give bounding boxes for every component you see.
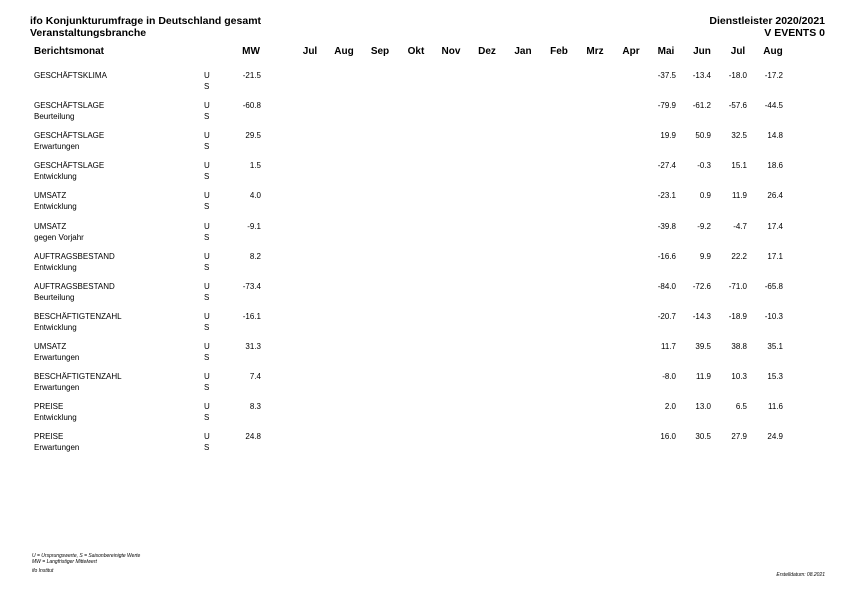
- table-row: [0, 282, 841, 312]
- row-u-marker: U: [204, 341, 210, 351]
- row-s-marker: S: [204, 142, 210, 152]
- column-header-13: Jul: [730, 46, 746, 57]
- cell-jul: 32.5: [731, 131, 747, 141]
- row-s-marker: S: [204, 202, 210, 212]
- row-u-marker: U: [204, 402, 210, 412]
- row-indicator: PREISE: [34, 402, 64, 412]
- cell-aug: -65.8: [764, 281, 783, 291]
- row-indicator: AUFTRAGSBESTAND: [34, 281, 115, 291]
- column-header-8: Feb: [550, 46, 568, 57]
- row-indicator: UMSATZ: [34, 221, 67, 231]
- column-header-0: MW: [242, 46, 260, 57]
- row-s-marker: S: [204, 262, 210, 272]
- cell-mai: -79.9: [657, 101, 676, 111]
- row-subindicator: Entwicklung: [34, 322, 77, 332]
- column-header-3: Sep: [370, 46, 390, 57]
- table-row: [0, 101, 841, 131]
- row-indicator: PREISE: [34, 432, 64, 442]
- cell-mai: -20.7: [657, 311, 676, 321]
- report-title: [30, 15, 261, 39]
- cell-jul: 10.3: [731, 372, 747, 381]
- cell-aug: -17.2: [764, 71, 783, 80]
- cell-mai: -37.5: [657, 71, 676, 80]
- table-row: [0, 432, 841, 462]
- column-header-5: Nov: [441, 46, 461, 57]
- cell-mw: -9.1: [247, 221, 261, 231]
- cell-jun: -9.2: [697, 221, 711, 231]
- column-header-9: Mrz: [586, 46, 604, 57]
- cell-jul: -71.0: [728, 281, 747, 291]
- cell-aug: 17.1: [767, 251, 783, 261]
- cell-jun: 11.9: [696, 372, 711, 381]
- footer-note-mw: MW = Langfristiger Mittelwert: [32, 559, 97, 565]
- cell-jun: -13.4: [692, 71, 711, 80]
- cell-mw: 24.8: [245, 432, 261, 442]
- row-s-marker: S: [204, 322, 210, 332]
- row-u-marker: U: [204, 251, 210, 261]
- cell-mai: -23.1: [657, 191, 676, 201]
- cell-aug: 17.4: [767, 221, 783, 231]
- footer-date: Erstelldatum: 08.2021: [776, 572, 825, 578]
- cell-mw: -21.5: [242, 71, 261, 80]
- cell-jul: -18.9: [728, 311, 747, 321]
- row-u-marker: U: [204, 131, 210, 141]
- cell-mw: 8.3: [249, 402, 261, 412]
- row-s-marker: S: [204, 112, 210, 122]
- column-header-11: Mai: [657, 46, 675, 57]
- cell-mai: 19.9: [660, 131, 676, 141]
- cell-aug: -10.3: [764, 311, 783, 321]
- row-subindicator: Erwartungen: [34, 383, 80, 392]
- row-indicator: BESCHÄFTIGTENZAHL: [34, 311, 122, 321]
- row-indicator: UMSATZ: [34, 341, 67, 351]
- row-s-marker: S: [204, 443, 210, 453]
- row-u-marker: U: [204, 71, 210, 80]
- footer-note-source: ifo Institut: [32, 568, 54, 574]
- table-row: [0, 252, 841, 282]
- cell-mai: 2.0: [664, 402, 676, 412]
- column-header-12: Jun: [693, 46, 711, 57]
- row-subindicator: Entwicklung: [34, 262, 77, 272]
- cell-jul: -57.6: [728, 101, 747, 111]
- cell-aug: 14.8: [767, 131, 783, 141]
- cell-mw: 7.4: [249, 372, 261, 381]
- row-s-marker: S: [204, 383, 210, 392]
- table-row: [0, 222, 841, 252]
- row-subindicator: Beurteilung: [34, 112, 75, 122]
- cell-aug: 24.9: [767, 432, 783, 442]
- cell-mw: 31.3: [245, 341, 261, 351]
- cell-jul: 6.5: [735, 402, 747, 412]
- cell-aug: -44.5: [764, 101, 783, 111]
- cell-mai: 11.7: [661, 341, 676, 351]
- cell-jun: -14.3: [692, 311, 711, 321]
- cell-jun: 0.9: [699, 191, 711, 201]
- cell-jul: 15.1: [731, 161, 747, 171]
- table-row: [0, 402, 841, 432]
- row-u-marker: U: [204, 281, 210, 291]
- report-title-line1: ifo Konjunkturumfrage in Deutschland gesamt: [30, 15, 262, 27]
- row-u-marker: U: [204, 311, 210, 321]
- cell-jul: 11.9: [732, 191, 747, 201]
- cell-mw: -60.8: [242, 101, 261, 111]
- cell-aug: 18.6: [767, 161, 783, 171]
- row-subindicator: Erwartungen: [34, 443, 80, 453]
- cell-jul: 27.9: [731, 432, 747, 442]
- table-row: [0, 161, 841, 191]
- cell-jun: 13.0: [695, 402, 711, 412]
- cell-mw: 8.2: [249, 251, 261, 261]
- row-indicator: GESCHÄFTSLAGE: [34, 101, 105, 111]
- row-u-marker: U: [204, 432, 210, 442]
- cell-mai: -16.6: [657, 251, 676, 261]
- table-row: [0, 71, 841, 101]
- report-title-line2: Veranstaltungsbranche: [30, 27, 147, 39]
- cell-jun: 39.5: [695, 341, 711, 351]
- row-indicator: GESCHÄFTSLAGE: [34, 161, 105, 171]
- cell-jun: -0.3: [697, 161, 711, 171]
- column-header-1: Jul: [302, 46, 318, 57]
- row-indicator: GESCHÄFTSLAGE: [34, 131, 105, 141]
- footer-note-us: U = Ursprungswerte, S = Saisonbereinigte Werte: [32, 553, 141, 559]
- report-code: [709, 15, 825, 39]
- cell-jul: -18.0: [728, 71, 747, 80]
- column-header-7: Jan: [514, 46, 532, 57]
- cell-mai: -27.4: [657, 161, 676, 171]
- cell-jul: -4.7: [733, 221, 747, 231]
- column-header-2: Aug: [334, 46, 354, 57]
- cell-jul: 22.2: [731, 251, 747, 261]
- column-header-6: Dez: [478, 46, 496, 57]
- column-header-4: Okt: [407, 46, 425, 57]
- cell-mw: -16.1: [242, 311, 261, 321]
- report-code-line1: Dienstleister 2020/2021: [709, 15, 825, 27]
- table-row: [0, 342, 841, 372]
- row-s-marker: S: [204, 352, 210, 362]
- column-header-berichtsmonat: Berichtsmonat: [34, 46, 105, 57]
- column-header-14: Aug: [763, 46, 783, 57]
- cell-jun: 30.5: [695, 432, 711, 442]
- row-u-marker: U: [204, 372, 210, 381]
- cell-mw: 29.5: [245, 131, 261, 141]
- cell-mai: 16.0: [660, 432, 676, 442]
- cell-jun: -61.2: [692, 101, 711, 111]
- row-subindicator: Entwicklung: [34, 413, 77, 423]
- row-subindicator: Entwicklung: [34, 172, 77, 182]
- row-indicator: BESCHÄFTIGTENZAHL: [34, 372, 122, 381]
- footer-notes: [32, 553, 140, 574]
- cell-mai: -8.0: [662, 372, 676, 381]
- cell-jun: 50.9: [695, 131, 711, 141]
- cell-mw: -73.4: [242, 281, 261, 291]
- row-s-marker: S: [204, 232, 210, 242]
- table-row: [0, 191, 841, 221]
- table-row: [0, 372, 841, 402]
- row-indicator: AUFTRAGSBESTAND: [34, 251, 115, 261]
- cell-mw: 4.0: [249, 191, 261, 201]
- row-subindicator: Beurteilung: [34, 292, 75, 302]
- row-subindicator: Erwartungen: [34, 352, 80, 362]
- table-row: [0, 131, 841, 161]
- cell-aug: 11.6: [768, 402, 783, 412]
- cell-jun: -72.6: [692, 281, 711, 291]
- row-subindicator: Erwartungen: [34, 142, 80, 152]
- cell-jun: 9.9: [699, 251, 711, 261]
- row-indicator: GESCHÄFTSKLIMA: [34, 71, 107, 80]
- row-u-marker: U: [204, 161, 210, 171]
- table-row: [0, 312, 841, 342]
- row-s-marker: S: [204, 82, 210, 91]
- row-s-marker: S: [204, 413, 210, 423]
- row-u-marker: U: [204, 191, 210, 201]
- report-code-line2: V EVENTS 0: [764, 27, 825, 39]
- row-subindicator: gegen Vorjahr: [34, 232, 84, 242]
- row-s-marker: S: [204, 172, 210, 182]
- cell-mw: 1.5: [249, 161, 261, 171]
- row-u-marker: U: [204, 101, 210, 111]
- row-u-marker: U: [204, 221, 210, 231]
- row-subindicator: Entwicklung: [34, 202, 77, 212]
- row-s-marker: S: [204, 292, 210, 302]
- cell-mai: -39.8: [657, 221, 676, 231]
- cell-mai: -84.0: [657, 281, 676, 291]
- cell-aug: 35.1: [767, 341, 783, 351]
- cell-aug: 26.4: [767, 191, 783, 201]
- column-header-10: Apr: [622, 46, 640, 57]
- cell-aug: 15.3: [767, 372, 783, 381]
- row-indicator: UMSATZ: [34, 191, 67, 201]
- cell-jul: 38.8: [731, 341, 747, 351]
